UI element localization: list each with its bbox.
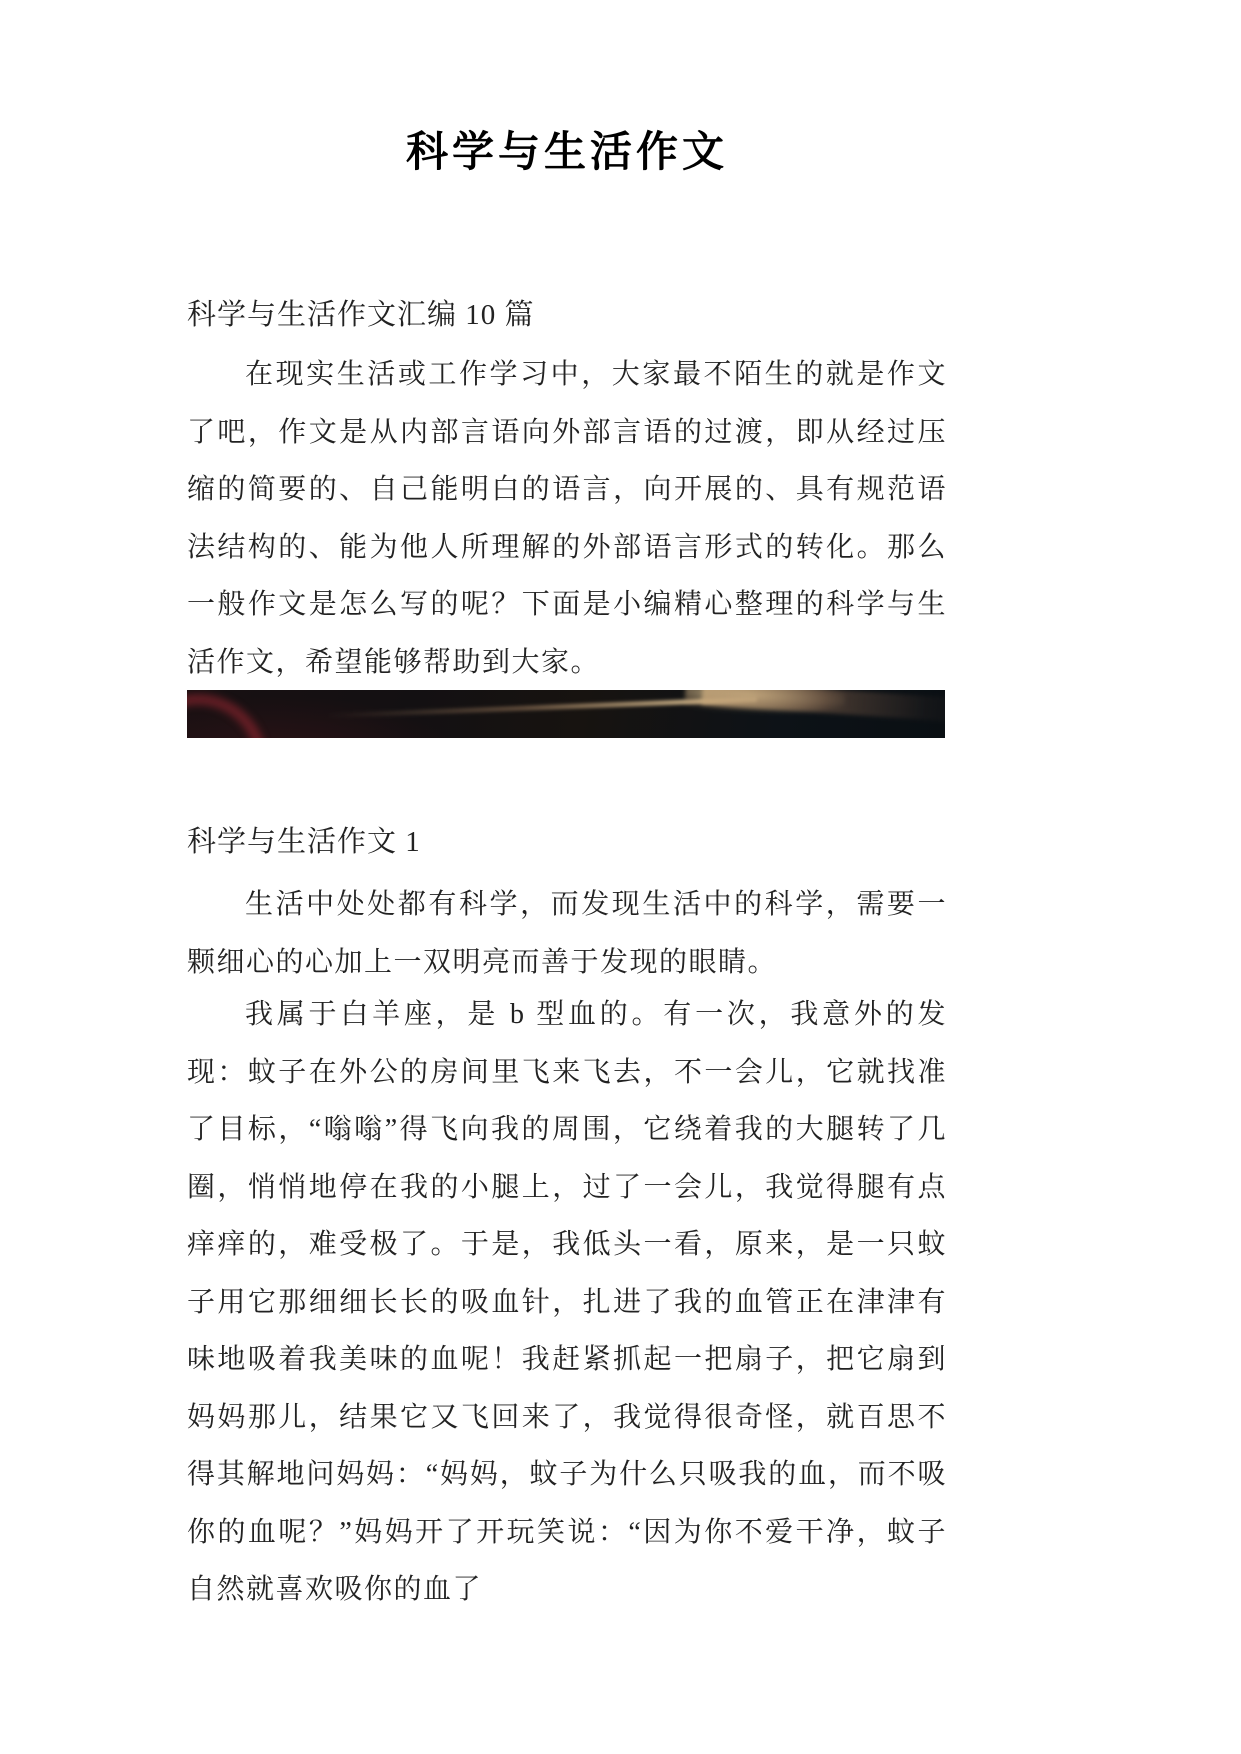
- section-paragraph-1: 生活中处处都有科学，而发现生活中的科学，需要一颗细心的心加上一双明亮而善于发现的眼睛。: [187, 889, 947, 978]
- section-paragraph-2: 我属于白羊座，是 b 型血的。有一次，我意外的发现：蚊子在外公的房间里飞来飞去，不一会儿，它就找准了目标，“嗡嗡”得飞向我的周围，它绕着我的大腿转了几圈，悄悄地停在我的小腿上，过了一会儿，我觉得腿有点痒痒的，难受极了。于是，我低头一看，原来，是一只蚊子用它那细细长长的吸血针，扎进了我的血管正在津津有味地吸着我美味的血呢！我赶紧抓起一把扇子，把它扇到妈妈那儿，结果它又飞回来了，我觉得很奇怪，就百思不得其解地问妈妈：“妈妈，蚊子为什么只吸我的血，而不吸你的血呢？”妈妈开了开玩笑说：“因为你不爱干净，蚊子自然就喜欢吸你的血了: [187, 999, 947, 1605]
- section-heading: 科学与生活作文 1: [187, 826, 421, 858]
- intro-paragraph: 在现实生活或工作学习中，大家最不陌生的就是作文了吧，作文是从内部言语向外部言语的过渡，即从经过压缩的简要的、自己能明白的语言，向开展的、具有规范语法结构的、能为他人所理解的外部语言形式的转化。那么一般作文是怎么写的呢？下面是小编精心整理的科学与生活作文，希望能够帮助到大家。: [187, 359, 947, 678]
- red-rim-shape: [187, 694, 267, 738]
- book-photo-illustration: [187, 690, 945, 738]
- collection-count-line: 科学与生活作文汇编 10 篇: [187, 299, 535, 331]
- document-title: 科学与生活作文: [405, 130, 728, 176]
